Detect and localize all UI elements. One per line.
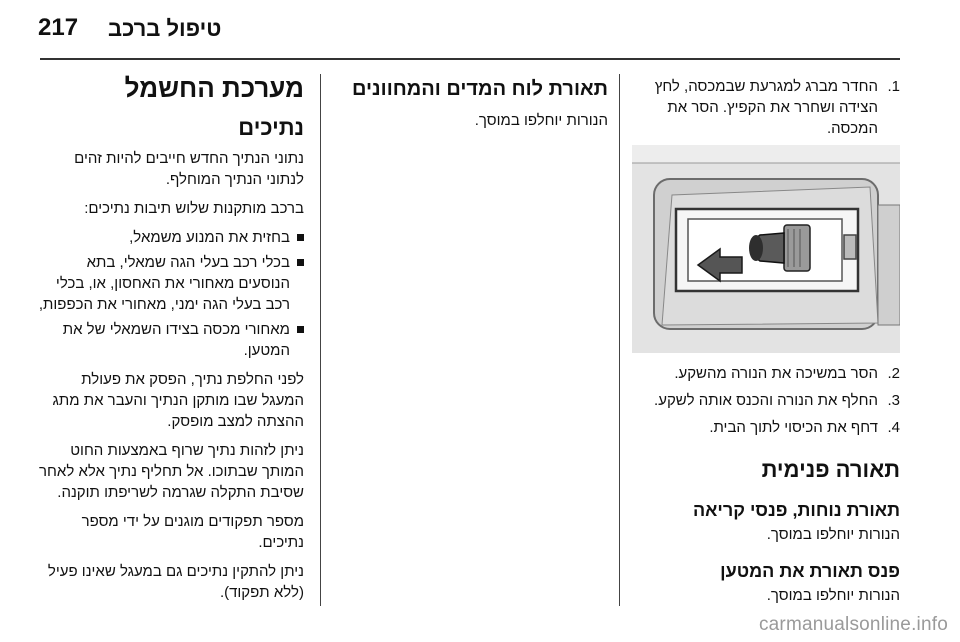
paragraph-fuse-boxes: ברכב מותקנות שלוש תיבות נתיכים: <box>84 200 304 217</box>
subheading-courtesy-lights: תאורת נוחות, פנסי קריאה <box>692 500 900 520</box>
instrument-panel-text: הנורות יוחלפו במוסך. <box>474 112 608 129</box>
paragraph-before-replacing: לפני החלפת נתיך, הפסק את פעולת המעגל שבו מותקן הנתיך והעבר את מתג ההצתה למצב מופסק. <box>52 371 304 430</box>
watermark: carmanualsonline.info <box>758 614 948 635</box>
lamp-removal-illustration <box>632 145 900 353</box>
paragraph-blown-fuse: ניתן לזהות נתיך שרוף באמצעות החוט המותך שבתוכו. אל תחליף נתיך אלא לאחר שסיבת התקלה שגרמה לשריפתו תוקנה. <box>39 442 304 501</box>
list-item: מאחורי מכסה בצידו השמאלי של את המטען. <box>38 319 304 361</box>
step-1 <box>632 76 900 139</box>
heading-instrument-panel-lighting: תאורת לוח המדים והמחוונים <box>352 78 608 100</box>
list-item: בכלי רכב בעלי הגה שמאלי, בתא הנוסעים מאחורי את האחסון, או, בכלי רכב בעלי הגה ימני, מאחורי את הכפפות, <box>38 252 304 315</box>
paragraph-multiple-fuses: מספר תפקודים מוגנים על ידי מספר נתיכים. <box>81 513 304 551</box>
load-compartment-text: הנורות יוחלפו במוסך. <box>766 587 900 604</box>
step-2 <box>632 363 900 384</box>
step-text: הסר במשיכה את הנורה מהשקע. <box>674 365 878 382</box>
column-divider-right <box>619 74 620 606</box>
subheading-load-compartment-light: פנס תאורת את המטען <box>720 561 900 581</box>
step-3 <box>632 390 900 411</box>
section-title: טיפול ברכב <box>108 16 222 41</box>
step-text: החלף את הנורה והכנס אותה לשקע. <box>654 392 878 409</box>
heading-fuses: נתיכים <box>238 115 304 140</box>
step-text: דחף את הכיסוי לתוך הבית. <box>709 419 878 436</box>
paragraph-inactive-circuit: ניתן להתקין נתיכים גם במעגל שאינו פעיל (ללא תפקוד). <box>47 563 304 601</box>
column-right <box>632 76 900 614</box>
heading-interior-lighting: תאורה פנימית <box>761 457 900 482</box>
steps-bottom <box>632 363 900 438</box>
step-number: 2. <box>887 365 900 382</box>
step-number: 4. <box>887 419 900 436</box>
lamp-illustration <box>632 145 900 353</box>
page-number: 217 <box>38 14 79 41</box>
list-item: בחזית את המנוע משמאל, <box>38 227 304 248</box>
step-number: 1. <box>887 78 900 95</box>
step-number: 3. <box>887 392 900 409</box>
step-text: החדר מברג למגרעת שבמכסה, לחץ הצידה ושחרר את הקפיץ. הסר את המכסה. <box>654 78 878 137</box>
column-middle <box>332 76 608 139</box>
column-left <box>38 72 304 611</box>
fuse-box-list <box>38 227 304 361</box>
heading-electrical-system: מערכת החשמל <box>124 73 304 103</box>
column-divider-left <box>320 74 321 606</box>
steps-top <box>632 76 900 139</box>
courtesy-lights-text: הנורות יוחלפו במוסך. <box>766 526 900 543</box>
paragraph-fuse-data: נתוני הנתיך החדש חייבים להיות זהים לנתוני הנתיך המוחלף. <box>74 150 304 188</box>
step-4 <box>632 417 900 438</box>
header-rule <box>40 58 900 60</box>
